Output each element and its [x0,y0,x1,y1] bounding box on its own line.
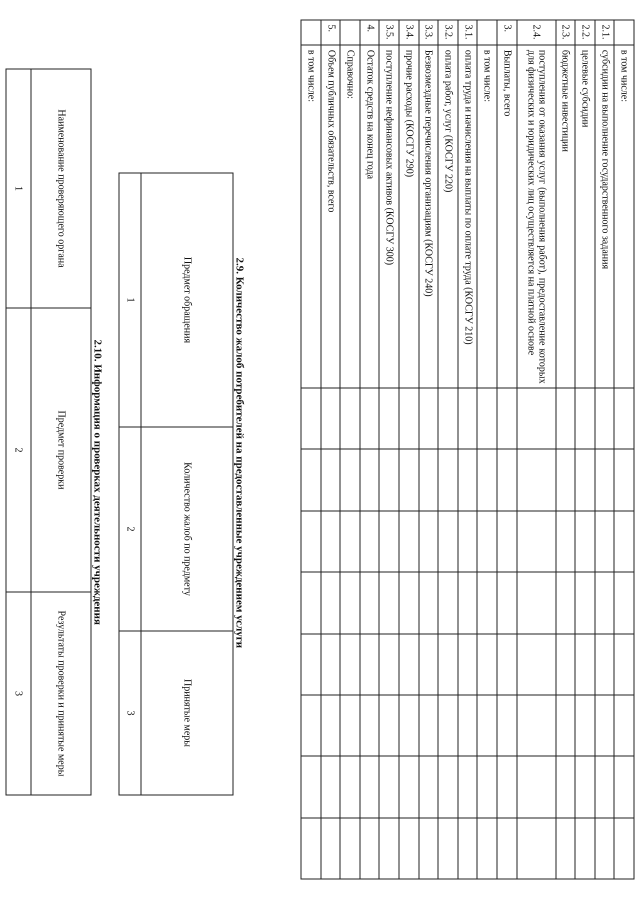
value-cell [614,756,634,817]
financial-row [497,20,517,879]
row-label: в том числе: [614,45,634,388]
row-label: оплата труда и начисления на выплаты по оплате труда (КОСГУ 210) [458,45,478,388]
financial-row [321,20,341,879]
value-cell [517,756,556,817]
value-cell [477,695,497,756]
value-cell [614,388,634,449]
financial-row [614,20,634,879]
financial-table-body [301,20,634,879]
value-cell [595,634,615,695]
section-29-title: 2.9. Количество жалоб потребителей на предоставленные учреждением услуги [233,257,246,649]
value-cell [517,511,556,572]
value-cell [321,634,341,695]
value-cell [360,449,380,510]
value-cell [458,511,478,572]
row-label: Остаток средств на конец года [360,45,380,388]
row-label: Выплаты, всего [497,45,517,388]
row-label: целевые субсидии [575,45,595,388]
value-cell [477,449,497,510]
value-cell [458,572,478,633]
value-cell [556,756,576,817]
row-number: 3.5. [379,20,399,45]
row-number [340,20,360,45]
value-cell [301,695,321,756]
financial-row [419,20,439,879]
value-cell [614,634,634,695]
row-number: 3.1. [458,20,478,45]
value-cell [340,634,360,695]
value-cell [301,511,321,572]
value-cell [321,388,341,449]
value-cell [419,572,439,633]
complaints-header-count: Количество жалоб по предмету [141,427,233,631]
value-cell [614,449,634,510]
value-cell [438,756,458,817]
inspections-header-body: Наименование проверяющего органа [31,69,91,308]
financial-row [477,20,497,879]
rotated-content [1,0,640,905]
value-cell [575,756,595,817]
value-cell [360,388,380,449]
value-cell [556,511,576,572]
complaints-header-measures: Принятые меры [141,631,233,795]
row-label: в том числе: [301,45,321,388]
value-cell [379,449,399,510]
inspections-col-num-1: 1 [6,69,31,308]
financial-row [340,20,360,879]
inspections-table [6,69,92,796]
inspections-col-num-3: 3 [6,592,31,795]
value-cell [379,572,399,633]
financial-row [360,20,380,879]
value-cell [438,449,458,510]
financial-row [556,20,576,879]
value-cell [497,634,517,695]
value-cell [399,449,419,510]
value-cell [399,695,419,756]
value-cell [517,695,556,756]
value-cell [321,756,341,817]
financial-table [301,20,635,880]
value-cell [497,449,517,510]
value-cell [497,572,517,633]
row-number: 3.2. [438,20,458,45]
value-cell [575,818,595,879]
value-cell [399,634,419,695]
value-cell [321,695,341,756]
value-cell [614,511,634,572]
row-number: 2.2. [575,20,595,45]
value-cell [477,634,497,695]
value-cell [575,511,595,572]
value-cell [517,572,556,633]
value-cell [379,756,399,817]
value-cell [360,511,380,572]
value-cell [556,572,576,633]
row-number: 2.4. [517,20,556,45]
value-cell [497,818,517,879]
value-cell [379,634,399,695]
value-cell [575,572,595,633]
value-cell [517,818,556,879]
value-cell [497,695,517,756]
value-cell [556,634,576,695]
value-cell [458,818,478,879]
row-number [301,20,321,45]
value-cell [595,756,615,817]
value-cell [595,511,615,572]
value-cell [419,511,439,572]
value-cell [321,511,341,572]
value-cell [399,572,419,633]
value-cell [340,449,360,510]
value-cell [301,388,321,449]
section-210-title: 2.10. Информация о проверках деятельности учреждения [91,339,104,625]
value-cell [360,572,380,633]
value-cell [399,511,419,572]
value-cell [340,695,360,756]
value-cell [399,818,419,879]
value-cell [399,756,419,817]
value-cell [419,634,439,695]
value-cell [458,695,478,756]
row-label: оплата работ, услуг (КОСГУ 220) [438,45,458,388]
value-cell [458,634,478,695]
value-cell [595,818,615,879]
value-cell [438,818,458,879]
financial-row [379,20,399,879]
row-label: поступления от оказания услуг (выполнения работ), предоставление которых для физических и юридических лиц осуществляется на платной основе [517,45,556,388]
value-cell [321,449,341,510]
value-cell [517,449,556,510]
value-cell [575,695,595,756]
complaints-header-subject: Предмет обращения [141,173,233,427]
value-cell [458,449,478,510]
value-cell [595,449,615,510]
inspections-header-results: Результаты проверки и принятые меры [31,592,91,795]
value-cell [556,449,576,510]
row-label: субсидии на выполнение государственного задания [595,45,615,388]
value-cell [595,572,615,633]
value-cell [575,634,595,695]
row-number [614,20,634,45]
value-cell [556,388,576,449]
value-cell [321,572,341,633]
row-number: 2.1. [595,20,615,45]
complaints-col-num-1: 1 [119,173,141,427]
financial-row [517,20,556,879]
value-cell [419,388,439,449]
row-number: 3.4. [399,20,419,45]
value-cell [477,511,497,572]
value-cell [360,695,380,756]
value-cell [419,756,439,817]
value-cell [517,388,556,449]
value-cell [379,511,399,572]
row-label: Безвозмездные перечисления организациям (КОСГУ 240) [419,45,439,388]
value-cell [360,756,380,817]
value-cell [614,818,634,879]
value-cell [438,634,458,695]
inspections-header-subject: Предмет проверки [31,308,91,592]
value-cell [556,818,576,879]
value-cell [477,756,497,817]
row-label: бюджетные инвестиции [556,45,576,388]
row-number: 3. [497,20,517,45]
row-number: 4. [360,20,380,45]
value-cell [438,695,458,756]
value-cell [595,388,615,449]
row-label: Объем публичных обязательств, всего [321,45,341,388]
row-label: в том числе: [477,45,497,388]
value-cell [340,572,360,633]
value-cell [379,388,399,449]
complaints-col-num-2: 2 [119,427,141,631]
value-cell [438,388,458,449]
row-label: Справочно: [340,45,360,388]
row-number: 3.3. [419,20,439,45]
value-cell [497,388,517,449]
value-cell [497,511,517,572]
financial-row [438,20,458,879]
value-cell [301,449,321,510]
row-label: поступление нефинансовых активов (КОСГУ 300) [379,45,399,388]
value-cell [477,818,497,879]
value-cell [458,388,478,449]
value-cell [477,572,497,633]
value-cell [301,818,321,879]
financial-row [575,20,595,879]
row-number [477,20,497,45]
financial-row [399,20,419,879]
value-cell [556,695,576,756]
financial-row [301,20,321,879]
inspections-col-num-2: 2 [6,308,31,592]
value-cell [438,572,458,633]
value-cell [321,818,341,879]
value-cell [575,449,595,510]
value-cell [614,695,634,756]
value-cell [419,818,439,879]
value-cell [419,449,439,510]
value-cell [477,388,497,449]
financial-row [458,20,478,879]
value-cell [301,634,321,695]
financial-row [595,20,615,879]
value-cell [419,695,439,756]
value-cell [340,756,360,817]
value-cell [379,695,399,756]
value-cell [340,388,360,449]
value-cell [360,634,380,695]
value-cell [458,756,478,817]
value-cell [340,511,360,572]
value-cell [497,756,517,817]
value-cell [438,511,458,572]
value-cell [399,388,419,449]
row-number: 5. [321,20,341,45]
complaints-col-num-3: 3 [119,631,141,795]
value-cell [301,756,321,817]
value-cell [360,818,380,879]
complaints-table [119,173,234,796]
value-cell [595,695,615,756]
value-cell [517,634,556,695]
value-cell [301,572,321,633]
row-label: прочие расходы (КОСГУ 290) [399,45,419,388]
value-cell [614,572,634,633]
value-cell [379,818,399,879]
row-number: 2.3. [556,20,576,45]
value-cell [340,818,360,879]
value-cell [575,388,595,449]
